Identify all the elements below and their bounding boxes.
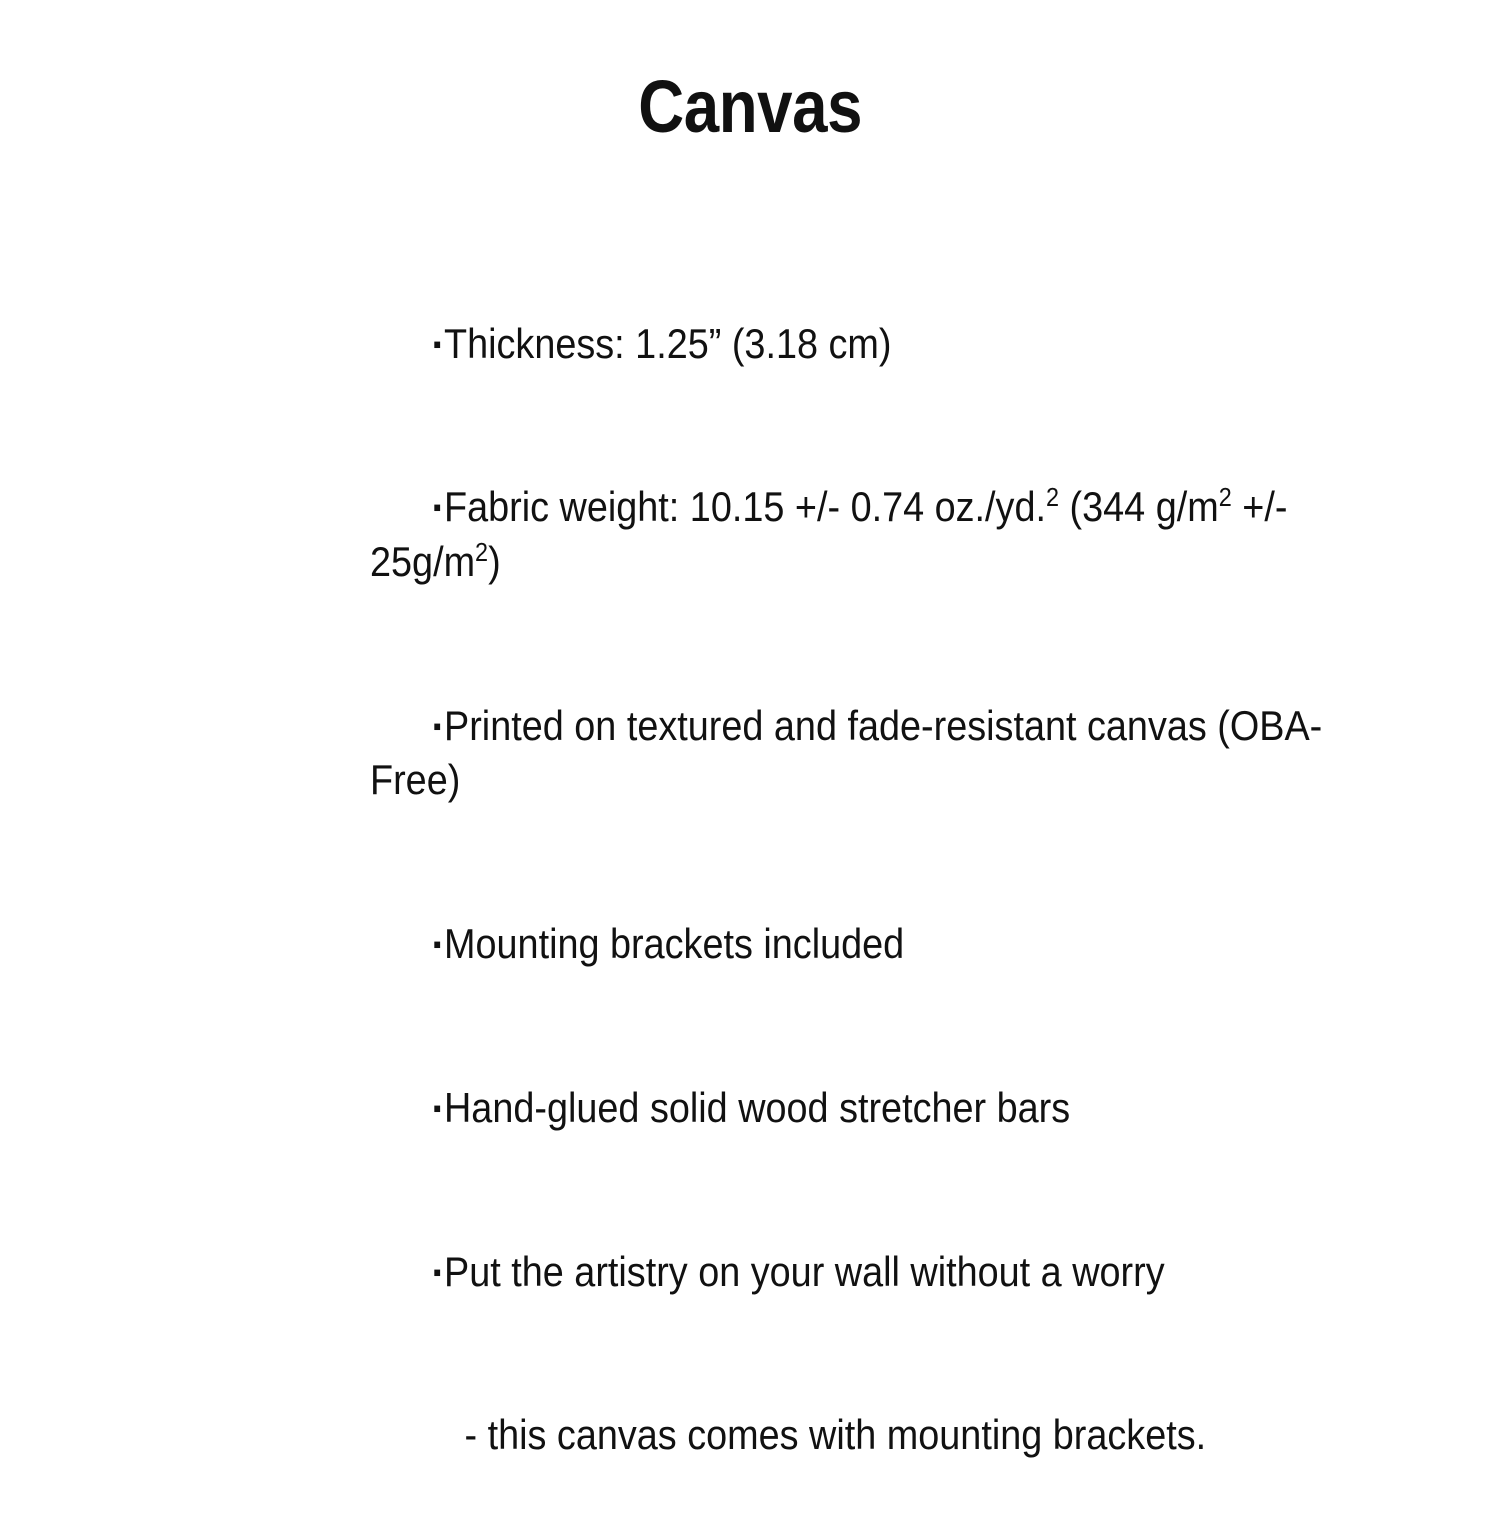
- spec-text: Mounting brackets included: [444, 920, 905, 968]
- spec-superscript: 2: [1045, 482, 1060, 513]
- spec-text: Hand-glued solid wood stretcher bars: [444, 1083, 1071, 1131]
- list-item: [370, 1190, 1324, 1354]
- list-item: [370, 644, 1324, 862]
- bullet-icon: ▪: [433, 1092, 442, 1123]
- bullet-icon: ▪: [433, 1256, 442, 1287]
- bullet-icon: ▪: [433, 929, 442, 960]
- specs-list: [370, 262, 1324, 1518]
- list-item: [370, 1026, 1324, 1190]
- spec-text-mid: (344 g/m: [1059, 483, 1219, 531]
- page-title: Canvas: [638, 65, 862, 148]
- spec-superscript: 2: [475, 536, 489, 567]
- spec-text: Thickness: 1.25” (3.18 cm): [444, 319, 892, 367]
- bullet-icon: ▪: [433, 328, 442, 359]
- spec-text: Put the artistry on your wall without a worry: [444, 1247, 1165, 1295]
- spec-superscript: 2: [1218, 482, 1232, 513]
- list-item: [370, 262, 1324, 426]
- list-item-continuation: [370, 1354, 1324, 1518]
- spec-text: - this canvas comes with mounting brackets.: [433, 1411, 1207, 1459]
- bullet-icon: ▪: [433, 710, 442, 741]
- spec-text: Printed on textured and fade-resistant canvas (OBA-Free): [370, 701, 1323, 804]
- spec-text-tail: ): [488, 537, 501, 585]
- list-item: [370, 426, 1324, 644]
- list-item: [370, 863, 1324, 1027]
- spec-text-mid2: +/- 25g/m: [370, 483, 1298, 585]
- bullet-icon: ▪: [433, 492, 442, 523]
- spec-text: Fabric weight: 10.15 +/- 0.74 oz./yd.: [444, 483, 1046, 531]
